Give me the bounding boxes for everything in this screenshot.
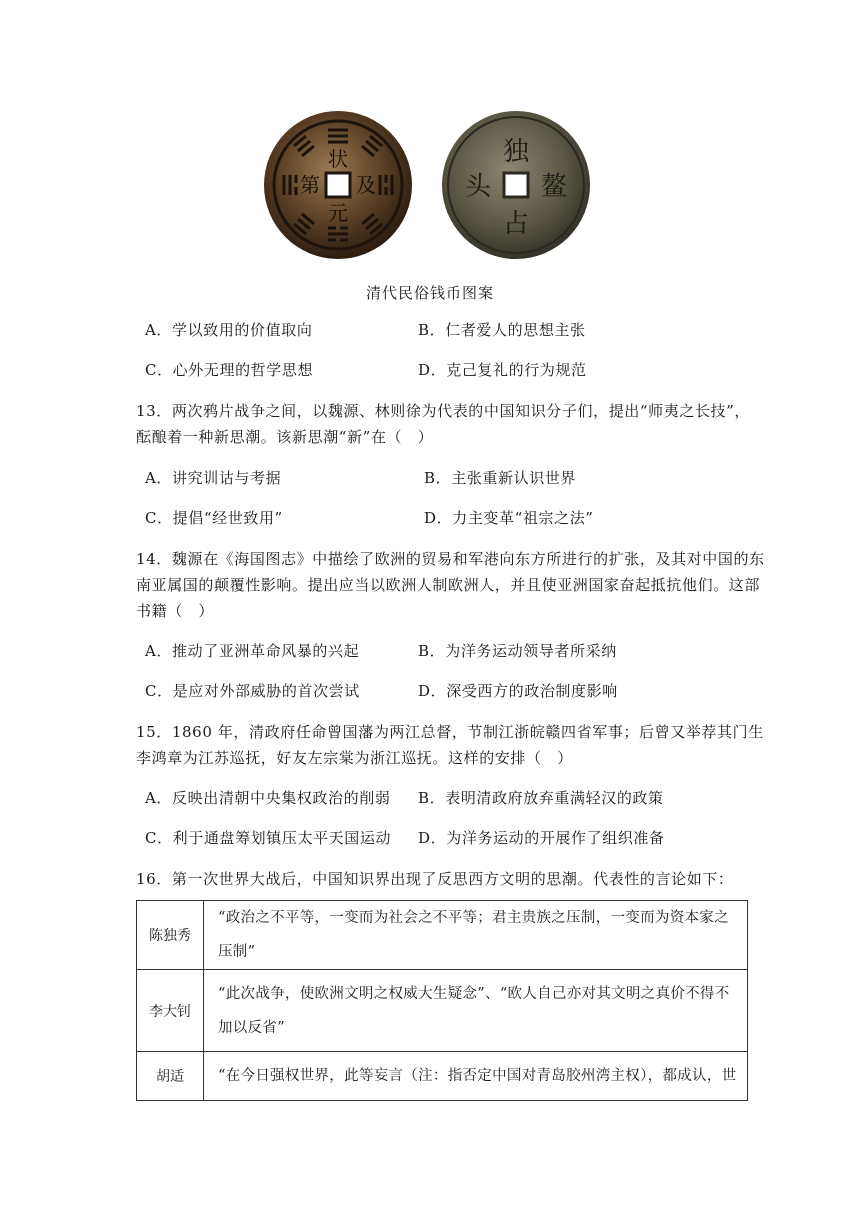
quote-author: 陈独秀 (137, 901, 204, 970)
coin-right-image (440, 110, 592, 260)
q14-stem-line-2: 南亚属国的颠覆性影响。提出应当以欧洲人制欧洲人，并且使亚洲国家奋起抵抗他们。这部 (136, 576, 761, 594)
q13-option-d[interactable]: D．力主变革“祖宗之法” (424, 509, 594, 527)
q13-stem-line-2: 酝酿着一种新思潮。该新思潮“新”在（ ） (136, 428, 434, 446)
q14-option-a[interactable]: A．推动了亚洲革命风暴的兴起 (145, 642, 360, 660)
coin-left-image (262, 110, 414, 260)
figure-caption: 清代民俗钱币图案 (365, 284, 494, 302)
quote-author: 胡适 (137, 1052, 204, 1101)
coin-left-char-right: 及 (356, 173, 376, 197)
q15-option-a[interactable]: A．反映出清朝中央集权政治的削弱 (145, 789, 391, 807)
q13-option-a[interactable]: A．讲究训诂与考据 (145, 469, 282, 487)
quotes-table (136, 900, 748, 1101)
q12-option-d[interactable]: D．克己复礼的行为规范 (418, 361, 587, 379)
table-row (137, 970, 748, 1052)
coin-figure (0, 110, 860, 260)
table-row (137, 1052, 748, 1101)
q15-option-c[interactable]: C．利于通盘筹划镇压太平天国运动 (145, 829, 392, 847)
coin-right-char-top: 独 (502, 137, 530, 167)
coin-right-char-right: 鳌 (540, 172, 568, 202)
q15-option-b[interactable]: B．表明清政府放弃重满轻汉的政策 (418, 789, 664, 807)
q15-stem-line-2: 李鸿章为江苏巡抚，好友左宗棠为浙江巡抚。这样的安排（ ） (136, 749, 573, 767)
q13-stem-line-1: 13．两次鸦片战争之间，以魏源、林则徐为代表的中国知识分子们，提出“师夷之长技”， (136, 402, 751, 420)
coin-left-char-left: 第 (300, 173, 320, 197)
q15-option-d[interactable]: D．为洋务运动的开展作了组织准备 (418, 829, 665, 847)
q15-stem-line-1: 15．1860 年，清政府任命曾国藩为两江总督，节制江浙皖赣四省军事；后曾又举荐其门生 (136, 723, 764, 741)
quote-author: 李大钊 (137, 970, 204, 1052)
q12-option-a[interactable]: A．学以致用的价值取向 (145, 321, 313, 339)
q13-option-c[interactable]: C．提倡“经世致用” (145, 509, 283, 527)
q16-stem: 16．第一次世界大战后，中国知识界出现了反思西方文明的思潮。代表性的言论如下： (136, 870, 734, 888)
q14-stem-line-1: 14．魏源在《海国图志》中描绘了欧洲的贸易和军港向东方所进行的扩张，及其对中国的东 (136, 550, 765, 568)
q14-stem-line-3: 书籍（ ） (136, 602, 215, 620)
q14-option-d[interactable]: D．深受西方的政治制度影响 (418, 682, 618, 700)
table-row (137, 901, 748, 970)
coin-left-char-bottom: 元 (328, 201, 348, 225)
q12-option-c[interactable]: C．心外无理的哲学思想 (145, 361, 314, 379)
coin-right-char-left: 头 (464, 172, 492, 202)
coin-right-char-bottom: 占 (502, 209, 530, 239)
quote-text: “此次战争，使欧洲文明之权威大生疑念”、“欧人自己亦对其文明之真价不得不加以反省” (204, 970, 748, 1052)
q13-option-b[interactable]: B．主张重新认识世界 (424, 469, 577, 487)
quote-text: “在今日强权世界，此等妄言（注：指否定中国对青岛胶州湾主权），都成认，世 (204, 1052, 748, 1101)
q14-option-c[interactable]: C．是应对外部威胁的首次尝试 (145, 682, 360, 700)
q14-option-b[interactable]: B．为洋务运动领导者所采纳 (418, 642, 617, 660)
coin-left-char-top: 状 (328, 147, 348, 171)
q12-option-b[interactable]: B．仁者爱人的思想主张 (418, 321, 586, 339)
quote-text: “政治之不平等，一变而为社会之不平等；君主贵族之压制，一变而为资本家之压制” (204, 901, 748, 970)
